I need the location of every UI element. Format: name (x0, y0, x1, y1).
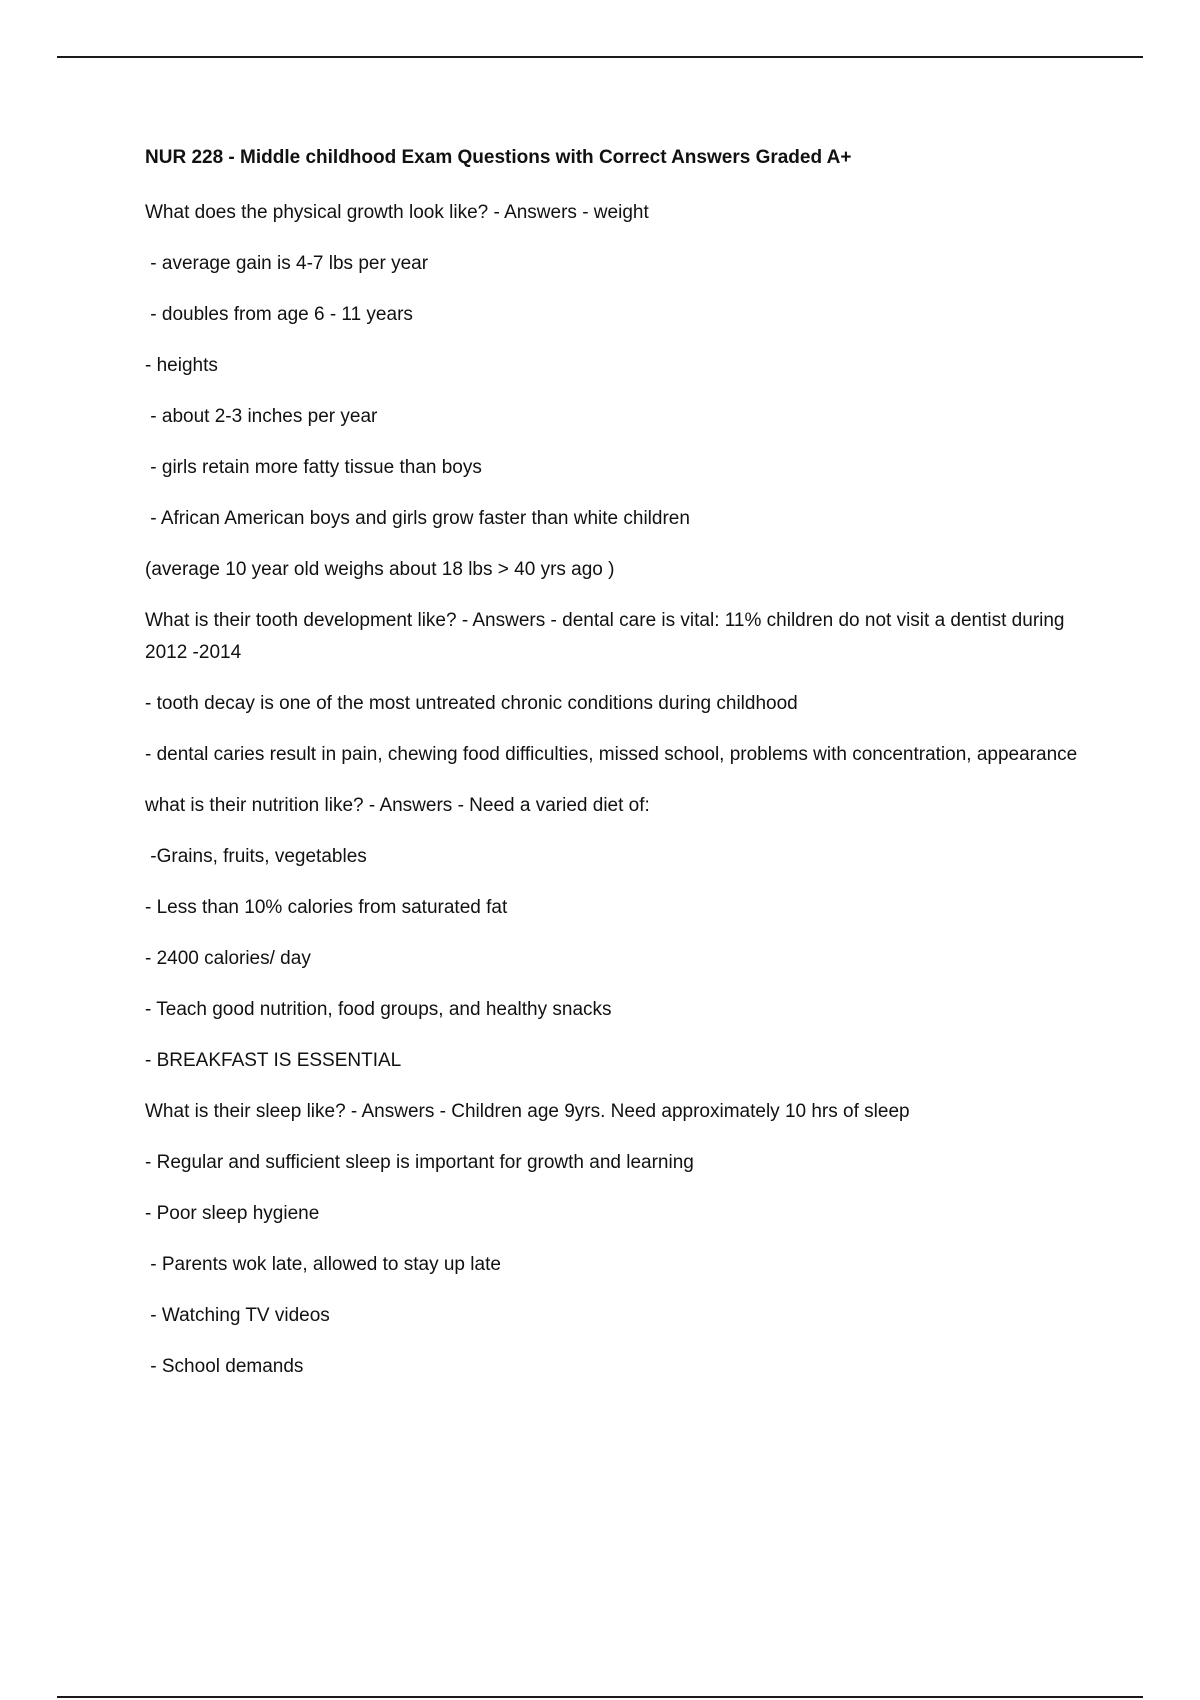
answer-line: - BREAKFAST IS ESSENTIAL (145, 1050, 402, 1071)
answer-line: - about 2-3 inches per year (145, 406, 378, 427)
footer-rule (57, 1696, 1143, 1698)
answer-line: - doubles from age 6 - 11 years (145, 304, 413, 325)
answer-line: - Less than 10% calories from saturated fat (145, 897, 508, 918)
answer-line: - Regular and sufficient sleep is important for growth and learning (145, 1152, 694, 1173)
answer-line: - African American boys and girls grow faster than white children (145, 508, 690, 529)
answer-line: - Watching TV videos (145, 1305, 330, 1326)
answer-line: - Poor sleep hygiene (145, 1203, 320, 1224)
answer-line: - dental caries result in pain, chewing food difficulties, missed school, problems with concentration, appearance (145, 744, 1078, 765)
document-body (145, 142, 1095, 1402)
answer-line: - tooth decay is one of the most untreated chronic conditions during childhood (145, 693, 798, 714)
answer-line: - Teach good nutrition, food groups, and healthy snacks (145, 999, 612, 1020)
answer-line: (average 10 year old weighs about 18 lbs > 40 yrs ago ) (145, 559, 615, 580)
answer-line: -Grains, fruits, vegetables (145, 846, 367, 867)
answer-line: - 2400 calories/ day (145, 948, 311, 969)
question-nutrition: what is their nutrition like? - Answers - Need a varied diet of: (145, 795, 650, 816)
answer-line: - Parents wok late, allowed to stay up late (145, 1254, 501, 1275)
answer-line: - girls retain more fatty tissue than boys (145, 457, 482, 478)
question-physical-growth: What does the physical growth look like? - Answers - weight (145, 202, 649, 223)
answer-line: - School demands (145, 1356, 304, 1377)
answer-line: - average gain is 4-7 lbs per year (145, 253, 429, 274)
question-tooth-development: What is their tooth development like? - Answers - dental care is vital: 11% children do not visit a dentist during 2012 -2014 (145, 610, 1070, 663)
question-sleep: What is their sleep like? - Answers - Children age 9yrs. Need approximately 10 hrs of sleep (145, 1101, 910, 1122)
answer-line: - heights (145, 355, 218, 376)
document-title: NUR 228 - Middle childhood Exam Questions with Correct Answers Graded A+ (145, 147, 852, 168)
header-rule (57, 56, 1143, 58)
